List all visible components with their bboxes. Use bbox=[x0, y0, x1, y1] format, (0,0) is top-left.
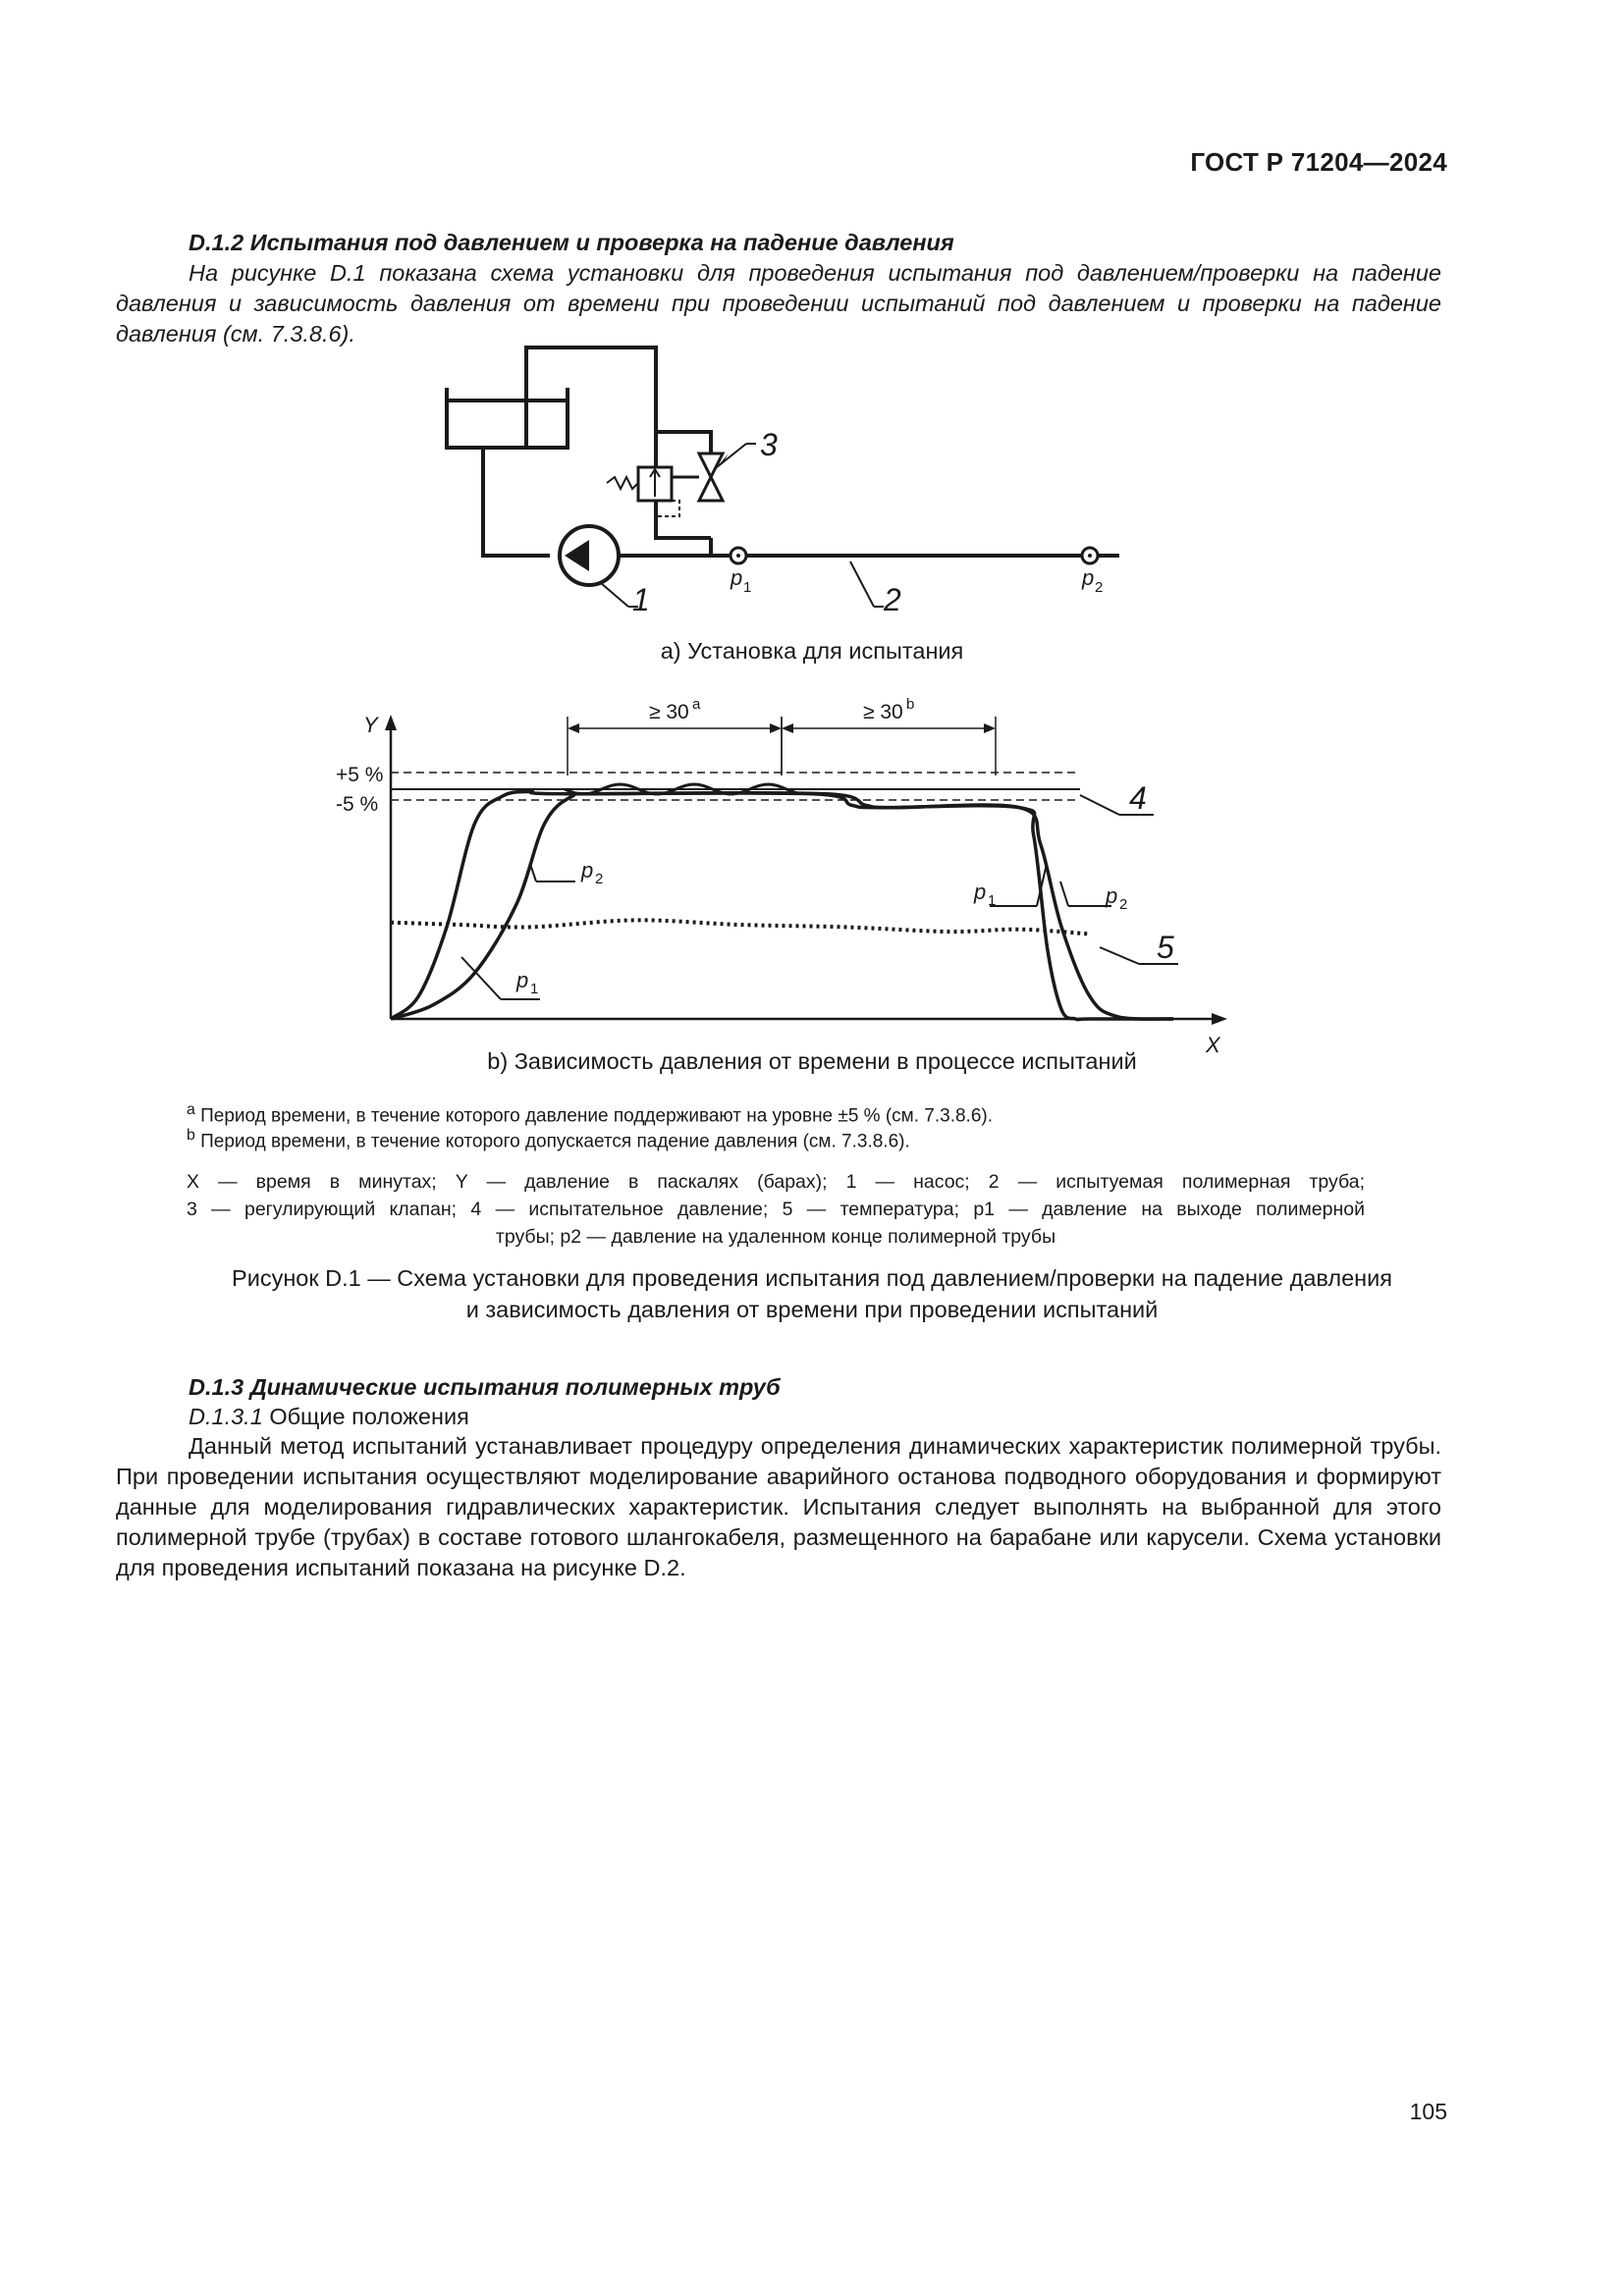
y-level-plus5: +5 % bbox=[336, 764, 384, 786]
section-d131-heading bbox=[116, 1402, 1441, 1432]
interval-arrow-1 bbox=[984, 723, 996, 733]
figure-caption-line-1: Рисунок D.1 — Схема установки для проведения испытания под давлением/проверки на падение давления bbox=[232, 1265, 1392, 1291]
interval-note-0: a bbox=[692, 696, 701, 713]
curve-label-p1-sub: 1 bbox=[530, 981, 539, 997]
section-d13-body: Данный метод испытаний устанавливает процедуру определения динамических характеристик полимерной трубы. При проведении испытания осуществляют моделирование аварийного останова подводного оборудования и формируют данные для моделирования гидравлических характеристик. Испытания следует выполнять на выбранной для этого полимерной трубе (трубах) в составе готового шлангокабеля, размещенного на барабане или карусели. Схема установки для проведения испытаний показана на рисунке D.2. bbox=[116, 1433, 1441, 1580]
footnote-a-mark: a bbox=[187, 1101, 195, 1118]
tank-outline bbox=[447, 388, 568, 448]
section-d12-intro: На рисунке D.1 показана схема установки для проведения испытания под давлением/проверки на падение давления и зависимость давления от времени при проведении испытаний под давлением и проверки на падение давления (см. 7.3.8.6). bbox=[116, 260, 1441, 347]
key-line-2: 3 — регулирующий клапан; 4 — испытательное давление; 5 — температура; p1 — давление на выходе полимерной bbox=[187, 1199, 1365, 1220]
curve-label-p2: p bbox=[581, 858, 594, 882]
interval-note-1: b bbox=[906, 696, 915, 713]
label-p2: p bbox=[1082, 565, 1095, 590]
section-d12-title: D.1.2 Испытания под давлением и проверка на падение давления bbox=[189, 230, 954, 255]
curve-label-p1-right-sub: 1 bbox=[988, 892, 997, 909]
figure-b-caption: b) Зависимость давления от времени в процессе испытаний bbox=[487, 1048, 1137, 1074]
key-line-1: X — время в минутах; Y — давление в паскалях (барах); 1 — насос; 2 — испытуемая полимерная труба; bbox=[187, 1171, 1365, 1193]
interval-label-0: ≥ 30 bbox=[649, 701, 689, 723]
section-d13-title: D.1.3 Динамические испытания полимерных труб bbox=[189, 1374, 781, 1400]
curve-label-p2-sub: 2 bbox=[595, 871, 604, 887]
footnote-b-text: Период времени, в течение которого допускается падение давления (см. 7.3.8.6). bbox=[200, 1131, 910, 1152]
figure-key bbox=[187, 1168, 1365, 1251]
y-level-minus5: -5 % bbox=[336, 793, 379, 816]
figure-a-caption: а) Установка для испытания bbox=[660, 638, 964, 664]
label-1: 1 bbox=[632, 582, 650, 617]
footnote-b bbox=[187, 1123, 910, 1154]
curve-label-p2-right: p bbox=[1106, 883, 1118, 908]
document-header: ГОСТ Р 71204—2024 bbox=[1190, 147, 1447, 177]
interval-arrow-0 bbox=[770, 723, 782, 733]
label-p2-sub: 2 bbox=[1095, 579, 1104, 596]
label-5: 5 bbox=[1157, 930, 1174, 965]
interval-label-1: ≥ 30 bbox=[863, 701, 903, 723]
key-line-3: трубы; p2 — давление на удаленном конце полимерной трубы bbox=[495, 1226, 1056, 1248]
curve-label-p2-right-sub: 2 bbox=[1119, 896, 1128, 913]
page-number: 105 bbox=[1409, 2099, 1447, 2124]
label-3: 3 bbox=[760, 427, 778, 462]
footnote-b-mark: b bbox=[187, 1127, 195, 1144]
y-axis-label: Y bbox=[363, 713, 378, 737]
figure-caption bbox=[0, 1262, 1624, 1325]
label-p1-sub: 1 bbox=[743, 579, 752, 596]
figure-caption-line-2: и зависимость давления от времени при проведении испытаний bbox=[465, 1297, 1159, 1322]
section-d131-number: D.1.3.1 bbox=[189, 1404, 263, 1429]
pressure-time-chart bbox=[0, 687, 1624, 1060]
pump-icon bbox=[560, 526, 619, 585]
label-p1: p bbox=[731, 565, 743, 590]
x-axis-label: X bbox=[1206, 1033, 1220, 1057]
section-d131-title: Общие положения bbox=[269, 1404, 469, 1429]
curve-label-p1-right: p bbox=[974, 880, 987, 904]
label-2: 2 bbox=[884, 582, 901, 617]
series-line-temperature bbox=[391, 920, 1090, 934]
curve-label-p1: p bbox=[516, 968, 529, 992]
setup-schematic bbox=[0, 334, 1624, 628]
footnote-a-text: Период времени, в течение которого давление поддерживают на уровне ±5 % (см. 7.3.8.6). bbox=[200, 1105, 994, 1127]
label-4: 4 bbox=[1129, 780, 1147, 816]
interval-arrow-0 bbox=[568, 723, 579, 733]
return-pipe bbox=[526, 347, 656, 448]
interval-arrow-1 bbox=[782, 723, 793, 733]
